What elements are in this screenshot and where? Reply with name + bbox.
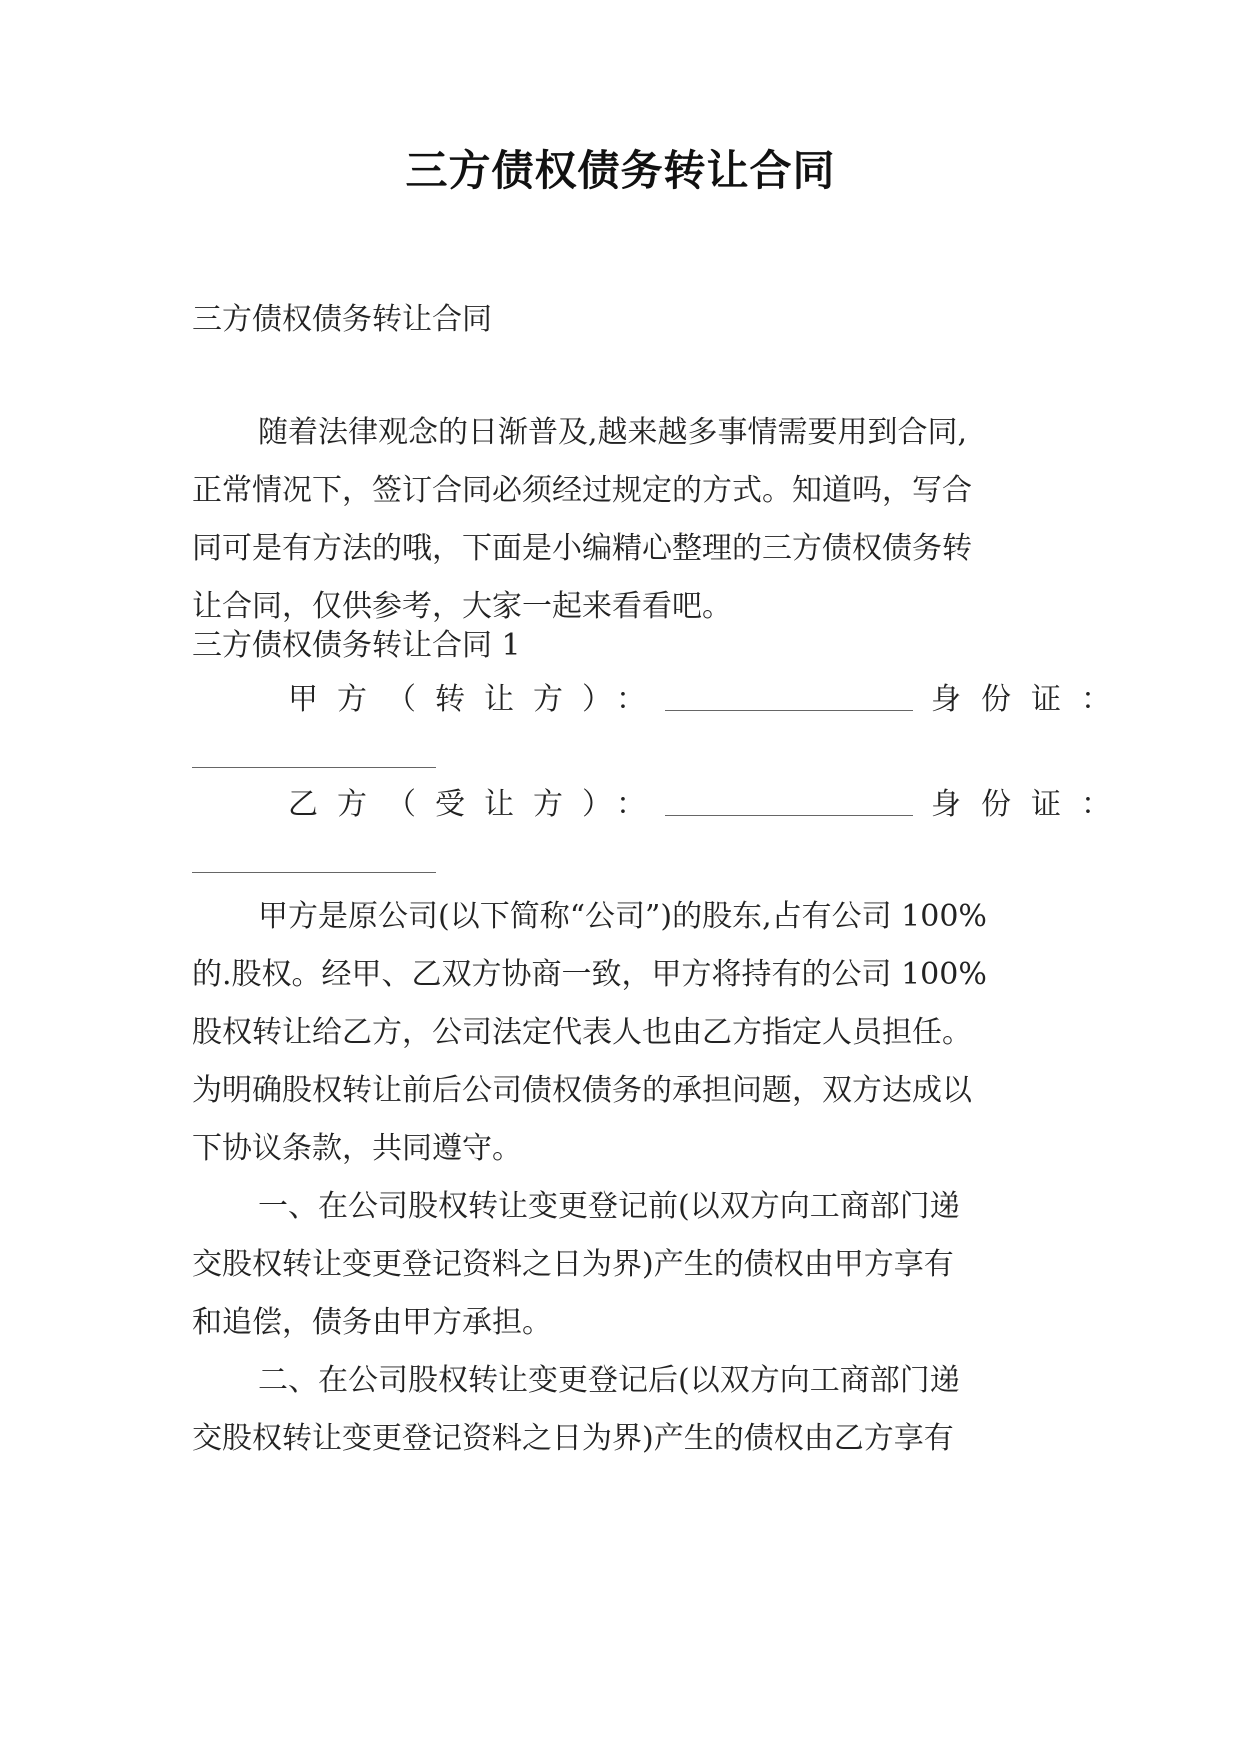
section-title: 三方债权债务转让合同 1 [192,628,521,663]
party-b-label: 乙方（受让方）： [288,787,665,822]
party-b-row [192,776,1131,834]
clause-1-line: 一、在公司股权转让变更登记前(以双方向工商部门递 [258,1189,960,1224]
body-line: 的.股权。经甲、乙双方协商一致，甲方将持有的公司 100% [192,957,987,992]
intro-line: 让合同，仅供参考，大家一起来看看吧。 [192,589,732,624]
party-a-name-blank [665,674,913,711]
contract-body [192,888,1062,1468]
party-b-id-blank [192,871,436,873]
intro-line: 正常情况下，签订合同必须经过规定的方式。知道吗，写合 [192,473,972,508]
clause-1-line: 交股权转让变更登记资料之日为界)产生的债权由甲方享有 [192,1247,954,1282]
body-line: 股权转让给乙方，公司法定代表人也由乙方指定人员担任。 [192,1015,972,1050]
party-b-name-blank [665,779,913,816]
intro-line: 随着法律观念的日渐普及,越来越多事情需要用到合同, [258,415,968,450]
party-a-id-label: 身份证： [931,682,1131,717]
body-line: 下协议条款，共同遵守。 [192,1131,522,1166]
party-a-id-blank [192,766,436,768]
clause-2-line: 交股权转让变更登记资料之日为界)产生的债权由乙方享有 [192,1421,954,1456]
body-line: 甲方是原公司(以下简称“公司”)的股东,占有公司 100% [258,899,987,934]
body-line: 为明确股权转让前后公司债权债务的承担问题，双方达成以 [192,1073,972,1108]
party-a-label: 甲方（转让方）： [288,682,665,717]
document-title: 三方债权债务转让合同 [405,146,836,195]
clause-2-line: 二、在公司股权转让变更登记后(以双方向工商部门递 [258,1363,960,1398]
clause-1-line: 和追偿，债务由甲方承担。 [192,1305,552,1340]
intro-line: 同可是有方法的哦，下面是小编精心整理的三方债权债务转 [192,531,972,566]
intro-paragraph [192,404,1062,636]
party-b-id-label: 身份证： [931,787,1131,822]
party-a-row [192,671,1131,729]
document-subtitle: 三方债权债务转让合同 [192,302,492,337]
